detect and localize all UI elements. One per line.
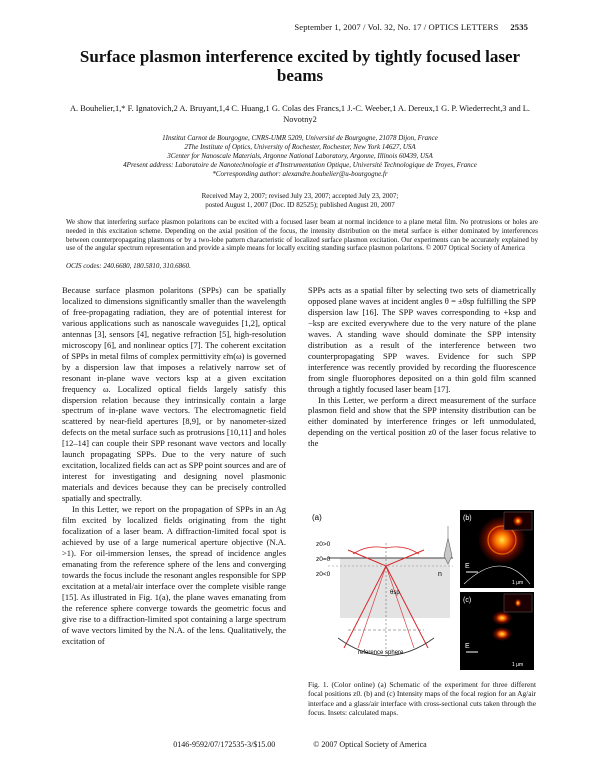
ocis-codes: OCIS codes: 240.6680, 180.5810, 310.6860. [66, 262, 191, 270]
copyright: © 2007 Optical Society of America [313, 740, 427, 749]
panel-a-label: (a) [312, 513, 322, 522]
probe-tip-icon [444, 526, 452, 564]
panel-c-lobe-top [492, 611, 512, 625]
dates-line-2: posted August 1, 2007 (Doc. ID 82525); published August 20, 2007 [205, 200, 395, 209]
panel-b-scalebar: 1 μm [512, 580, 524, 586]
reference-sphere-label: reference sphere [358, 650, 404, 656]
page-footer [0, 740, 600, 749]
affiliations [58, 134, 542, 179]
article-code: 0146-9592/07/172535-3/$15.00 [173, 740, 276, 749]
abstract: We show that interfering surface plasmon polaritons can be excited with a focused laser beam at normal incidence to a plane metal film. No protrusions or holes are needed in this excitation scheme. Depending on the axial position of the focus, the intensity distribution on the metal surface is either dominated by interferences between counterpropagating plasmons or by a two-lobe pattern characteristic of localized surface plasmon excitation. Our experiments can be accurately explained by use of the angular spectrum representation and provide a simple means for locally exciting standing surface plasmon polaritons. © 2007 Optical Society of America [66, 218, 538, 253]
panel-c-lobe-bottom [492, 627, 512, 641]
panel-c-inset-spot [514, 598, 522, 608]
figure-caption: Fig. 1. (Color online) (a) Schematic of the experiment for three different focal positions z0. (b) and (c) Intensity maps of the focal region for an Ag/air interface and a glass/air interface with cross-sectional cuts taken through the focus. Insets: calculated maps. [308, 680, 537, 718]
z-zero-label: z0=0 [316, 556, 331, 563]
corresponding-author: *Corresponding author: alexandre.bouhelier@u-bourgogne.fr [212, 170, 388, 178]
glass-substrate [340, 558, 450, 618]
z-positive-label: z0>0 [316, 541, 331, 548]
journal-line: September 1, 2007 / Vol. 32, No. 17 / OPTICS LETTERS [294, 22, 499, 32]
figure-1-graphic [308, 508, 536, 672]
body-column-right [308, 285, 536, 449]
paragraph-letter: In this Letter, we report on the propagation of SPPs in an Ag film excited by localized fields originating from the tight focalization of a laser beam. A diffraction-limited focal spot is achieved by use of a large numerical aperture objective (N.A. >1). For oil-immersion lenses, the spread of incidence angles emanating from the reference sphere of the lens and converging towards the focus include the resonant angles responsible for SPP excitation at a metal/air interface over the complete visible range [15]. As illustrated in Fig. 1(a), the plane waves emanating from the reference sphere converge towards the geometric focus and give rise to a diffraction-limited spot containing a large spectrum of wave vectors limited by the N.A. of the lens. Qualitatively, the excitation of [62, 504, 286, 646]
panel-c-label: (c) [463, 597, 472, 604]
body-column-left [62, 285, 286, 646]
paragraph-spp: SPPs acts as a spatial filter by selecting two sets of diametrically opposed plane waves at incident angles θ = ±θsp fulfilling the SPP dispersion law [16]. The SPP waves corresponding to +ksp and −ksp are excited everywhere due to the very nature of the plane waves. A standing wave should dominate the SPP intensity distribution as a result of the interference between two counterpropagating SPP waves. Evidence for such SPP interference was recently provided by recording the fluorescence from single fluorophores deposited on a thin gold film scanned through a tightly focused laser beam [17]. [308, 285, 536, 394]
panel-b-label: (b) [463, 515, 472, 522]
panel-c-e-label: E [465, 643, 470, 650]
figure-1 [308, 508, 536, 672]
publication-dates [110, 192, 490, 210]
panel-b-e-label: E [465, 563, 470, 570]
affiliation-1: 1Institut Carnot de Bourgogne, CNRS-UMR 5209, Université de Bourgogne, 21078 Dijon, France [162, 134, 438, 142]
paragraph-measurement: In this Letter, we perform a direct measurement of the surface plasmon field and show that the SPP intensity distribution can be either dominated by interference fringes or left unmodulated, depending on the vertical position z0 of the laser focus relative to the [308, 394, 536, 449]
dates-line-1: Received May 2, 2007; revised July 23, 2007; accepted July 23, 2007; [201, 192, 399, 200]
z-negative-label: z0<0 [316, 571, 331, 578]
running-header [294, 22, 528, 32]
index-label: n [438, 571, 442, 578]
affiliation-4: 4Present address: Laboratoire de Nanotechnologie et d'Instrumentation Optique, Université Technologique de Troyes, France [123, 161, 477, 169]
affiliation-3: 3Center for Nanoscale Materials, Argonne National Laboratory, Argonne, Illinois 60439, USA [167, 152, 433, 160]
paragraph-intro: Because surface plasmon polaritons (SPPs) can be spatially localized to dimensions significantly smaller than the wavelength of free-propagating radiation, they are of potential interest for various applications such as nanoscale waveguides [1,2], optical antennas [3], sensors [4], negative refraction [5], high-resolution microscopy [6], and nonlinear optics [7]. The coherent excitation of SPPs in metal films of complex permittivity ε̃m(ω) is governed by a dispersion law that imposes a relatively narrow set of resonant in-plane wave vectors ksp at a given excitation frequency ω. Localized optical fields largely satisfy this dispersion relation because they intrinsically contain a large spectrum of in-plane wave vectors. The electromagnetic field scattered by near-field apertures [8,9], or by nanometer-sized defects on the metal surface such as protrusions [10,11] and holes [12–14] can couple their SPP resonant wave vectors and locally launch propagating SPPs. Due to the very nature of such excitation, localized fields can act as SPP point sources and are of interest for investigating and designing novel plasmonic materials and devices because they can be precisely controlled spatially and spectrally. [62, 285, 287, 504]
affiliation-2: 2The Institute of Optics, University of Rochester, Rochester, New York 14627, USA [184, 143, 416, 151]
page-number: 2535 [510, 22, 528, 32]
theta-sp-label: θsp [390, 590, 400, 596]
panel-c-scalebar: 1 μm [512, 662, 524, 668]
panel-b-inset-spot [512, 515, 524, 527]
author-list: A. Bouhelier,1,* F. Ignatovich,2 A. Bruyant,1,4 C. Huang,1 G. Colas des Francs,1 J.-C. Weeber,1 A. Dereux,1 G. P. Wiederrecht,3 and L. Novotny2 [70, 104, 530, 124]
paper-title: Surface plasmon interference excited by tightly focused laser beams [79, 47, 521, 85]
